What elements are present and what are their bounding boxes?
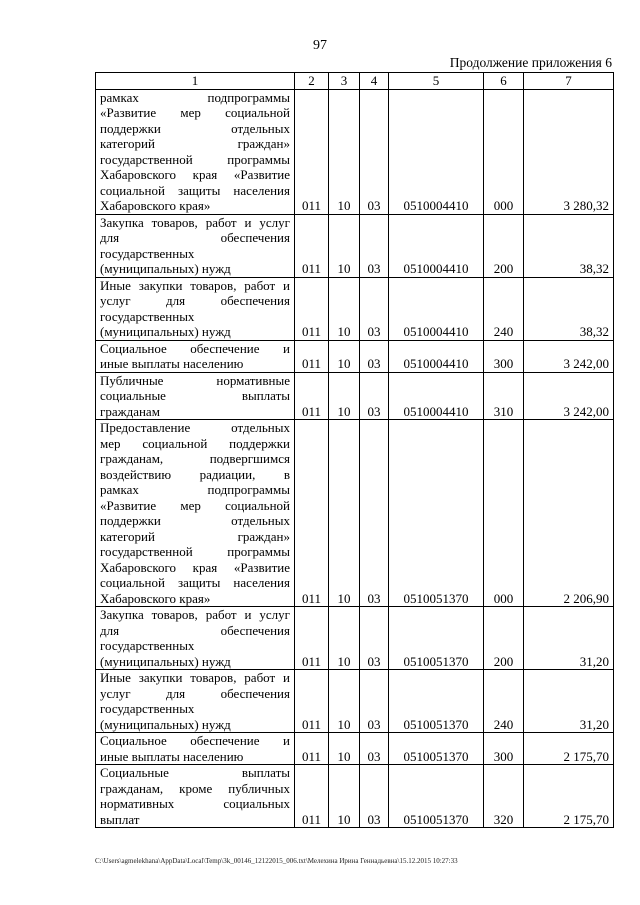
amount-value: 38,32 bbox=[524, 277, 614, 340]
description-line: воздействию радиации, в bbox=[100, 466, 290, 482]
amount-value: 2 206,90 bbox=[524, 420, 614, 607]
table-row bbox=[96, 372, 614, 420]
table-row bbox=[96, 765, 614, 828]
column-header: 2 bbox=[295, 73, 329, 90]
expense-type-code: 300 bbox=[484, 733, 524, 765]
description-line: выплат bbox=[100, 811, 140, 827]
description-line: услуг для обеспечения bbox=[100, 685, 290, 701]
description-line: поддержки отдельных bbox=[100, 513, 290, 528]
description-line: Хабаровского края «Развитие bbox=[100, 559, 290, 575]
page-number: 97 bbox=[313, 38, 327, 53]
description-line: социальные выплаты bbox=[100, 388, 290, 403]
description-line: для обеспечения bbox=[100, 230, 290, 245]
section-code: 10 bbox=[329, 277, 360, 340]
amount-value: 2 175,70 bbox=[524, 765, 614, 828]
subsection-code: 03 bbox=[360, 372, 389, 420]
description-line: государственных bbox=[100, 245, 195, 261]
section-code: 10 bbox=[329, 670, 360, 733]
subsection-code: 03 bbox=[360, 214, 389, 277]
subsection-code: 03 bbox=[360, 420, 389, 607]
description-line: социальной защиты населения bbox=[100, 182, 290, 198]
row-description bbox=[96, 372, 295, 420]
table-row bbox=[96, 277, 614, 340]
description-line: Социальные выплаты bbox=[100, 765, 290, 780]
row-description bbox=[96, 607, 295, 670]
column-header: 6 bbox=[484, 73, 524, 90]
target-article-code: 0510051370 bbox=[389, 733, 484, 765]
description-line: Публичные нормативные bbox=[100, 372, 290, 388]
section-code: 10 bbox=[329, 372, 360, 420]
subsection-code: 03 bbox=[360, 340, 389, 372]
description-line: (муниципальных) нужд bbox=[100, 653, 231, 669]
table-row bbox=[96, 733, 614, 765]
ministry-code: 011 bbox=[295, 89, 329, 214]
target-article-code: 0510004410 bbox=[389, 372, 484, 420]
subsection-code: 03 bbox=[360, 765, 389, 828]
description-line: услуг для обеспечения bbox=[100, 293, 290, 308]
ministry-code: 011 bbox=[295, 670, 329, 733]
amount-value: 31,20 bbox=[524, 670, 614, 733]
subsection-code: 03 bbox=[360, 607, 389, 670]
description-line: государственных bbox=[100, 308, 195, 324]
column-header: 3 bbox=[329, 73, 360, 90]
description-line: (муниципальных) нужд bbox=[100, 716, 231, 732]
subsection-code: 03 bbox=[360, 733, 389, 765]
description-line: категорий граждан» bbox=[100, 528, 290, 544]
description-line: Хабаровского края «Развитие bbox=[100, 167, 290, 182]
description-line: государственных bbox=[100, 701, 195, 716]
target-article-code: 0510051370 bbox=[389, 607, 484, 670]
description-line: государственной программы bbox=[100, 544, 290, 559]
description-line: рамках подпрограммы bbox=[100, 89, 290, 105]
ministry-code: 011 bbox=[295, 214, 329, 277]
expense-type-code: 300 bbox=[484, 340, 524, 372]
ministry-code: 011 bbox=[295, 340, 329, 372]
description-line: Социальное обеспечение и bbox=[100, 733, 290, 748]
amount-value: 3 280,32 bbox=[524, 89, 614, 214]
description-line: «Развитие мер социальной bbox=[100, 497, 290, 513]
row-description bbox=[96, 765, 295, 828]
description-line: Закупка товаров, работ и услуг bbox=[100, 607, 290, 622]
table-row bbox=[96, 214, 614, 277]
target-article-code: 0510051370 bbox=[389, 765, 484, 828]
description-line: иные выплаты населению bbox=[100, 748, 244, 764]
section-code: 10 bbox=[329, 765, 360, 828]
description-line: (муниципальных) нужд bbox=[100, 261, 231, 276]
description-line: Иные закупки товаров, работ и bbox=[100, 277, 290, 293]
target-article-code: 0510051370 bbox=[389, 670, 484, 733]
appendix-note: Продолжение приложения 6 bbox=[449, 55, 612, 70]
section-code: 10 bbox=[329, 420, 360, 607]
column-header: 7 bbox=[524, 73, 614, 90]
row-description bbox=[96, 89, 295, 214]
ministry-code: 011 bbox=[295, 733, 329, 765]
target-article-code: 0510004410 bbox=[389, 340, 484, 372]
amount-value: 31,20 bbox=[524, 607, 614, 670]
ministry-code: 011 bbox=[295, 607, 329, 670]
expense-type-code: 000 bbox=[484, 89, 524, 214]
description-line: гражданам bbox=[100, 403, 160, 419]
row-description bbox=[96, 733, 295, 765]
subsection-code: 03 bbox=[360, 89, 389, 214]
table-row bbox=[96, 89, 614, 214]
section-code: 10 bbox=[329, 340, 360, 372]
description-line: гражданам, кроме публичных bbox=[100, 780, 290, 796]
budget-table bbox=[95, 72, 614, 828]
table-header-row bbox=[96, 73, 614, 90]
expense-type-code: 240 bbox=[484, 670, 524, 733]
ministry-code: 011 bbox=[295, 372, 329, 420]
column-header: 1 bbox=[96, 73, 295, 90]
row-description bbox=[96, 340, 295, 372]
row-description bbox=[96, 420, 295, 607]
table-row bbox=[96, 607, 614, 670]
amount-value: 3 242,00 bbox=[524, 340, 614, 372]
description-line: социальной защиты населения bbox=[100, 575, 290, 590]
target-article-code: 0510051370 bbox=[389, 420, 484, 607]
description-line: иные выплаты населению bbox=[100, 356, 244, 371]
row-description bbox=[96, 214, 295, 277]
subsection-code: 03 bbox=[360, 670, 389, 733]
row-description bbox=[96, 277, 295, 340]
description-line: гражданам, подвергшимся bbox=[100, 451, 290, 466]
description-line: «Развитие мер социальной bbox=[100, 105, 290, 120]
target-article-code: 0510004410 bbox=[389, 277, 484, 340]
expense-type-code: 320 bbox=[484, 765, 524, 828]
target-article-code: 0510004410 bbox=[389, 214, 484, 277]
expense-type-code: 200 bbox=[484, 607, 524, 670]
section-code: 10 bbox=[329, 214, 360, 277]
footer-file-path: C:\Users\agmelekhana\AppData\Local\Temp\3k_00146_12122015_006.txt\Мелехина Ирина Геннадьевна\15.12.2015 10:27:33 bbox=[95, 857, 458, 865]
ministry-code: 011 bbox=[295, 765, 329, 828]
expense-type-code: 200 bbox=[484, 214, 524, 277]
subsection-code: 03 bbox=[360, 277, 389, 340]
column-header: 4 bbox=[360, 73, 389, 90]
expense-type-code: 310 bbox=[484, 372, 524, 420]
section-code: 10 bbox=[329, 733, 360, 765]
description-line: Иные закупки товаров, работ и bbox=[100, 670, 290, 685]
amount-value: 38,32 bbox=[524, 214, 614, 277]
description-line: государственных bbox=[100, 638, 195, 653]
description-line: Закупка товаров, работ и услуг bbox=[100, 214, 290, 230]
expense-type-code: 240 bbox=[484, 277, 524, 340]
description-line: поддержки отдельных bbox=[100, 120, 290, 136]
table-row bbox=[96, 420, 614, 607]
description-line: (муниципальных) нужд bbox=[100, 324, 231, 339]
section-code: 10 bbox=[329, 607, 360, 670]
description-line: Предоставление отдельных bbox=[100, 420, 290, 435]
description-line: категорий граждан» bbox=[100, 136, 290, 151]
description-line: для обеспечения bbox=[100, 622, 290, 638]
amount-value: 3 242,00 bbox=[524, 372, 614, 420]
description-line: нормативных социальных bbox=[100, 796, 290, 811]
description-line: Хабаровского края» bbox=[100, 198, 211, 213]
description-line: Социальное обеспечение и bbox=[100, 340, 290, 356]
description-line: рамках подпрограммы bbox=[100, 482, 290, 497]
ministry-code: 011 bbox=[295, 420, 329, 607]
description-line: Хабаровского края» bbox=[100, 590, 211, 606]
target-article-code: 0510004410 bbox=[389, 89, 484, 214]
section-code: 10 bbox=[329, 89, 360, 214]
table-row bbox=[96, 670, 614, 733]
table-row bbox=[96, 340, 614, 372]
description-line: государственной программы bbox=[100, 151, 290, 167]
expense-type-code: 000 bbox=[484, 420, 524, 607]
amount-value: 2 175,70 bbox=[524, 733, 614, 765]
ministry-code: 011 bbox=[295, 277, 329, 340]
row-description bbox=[96, 670, 295, 733]
description-line: мер социальной поддержки bbox=[100, 435, 290, 451]
column-header: 5 bbox=[389, 73, 484, 90]
